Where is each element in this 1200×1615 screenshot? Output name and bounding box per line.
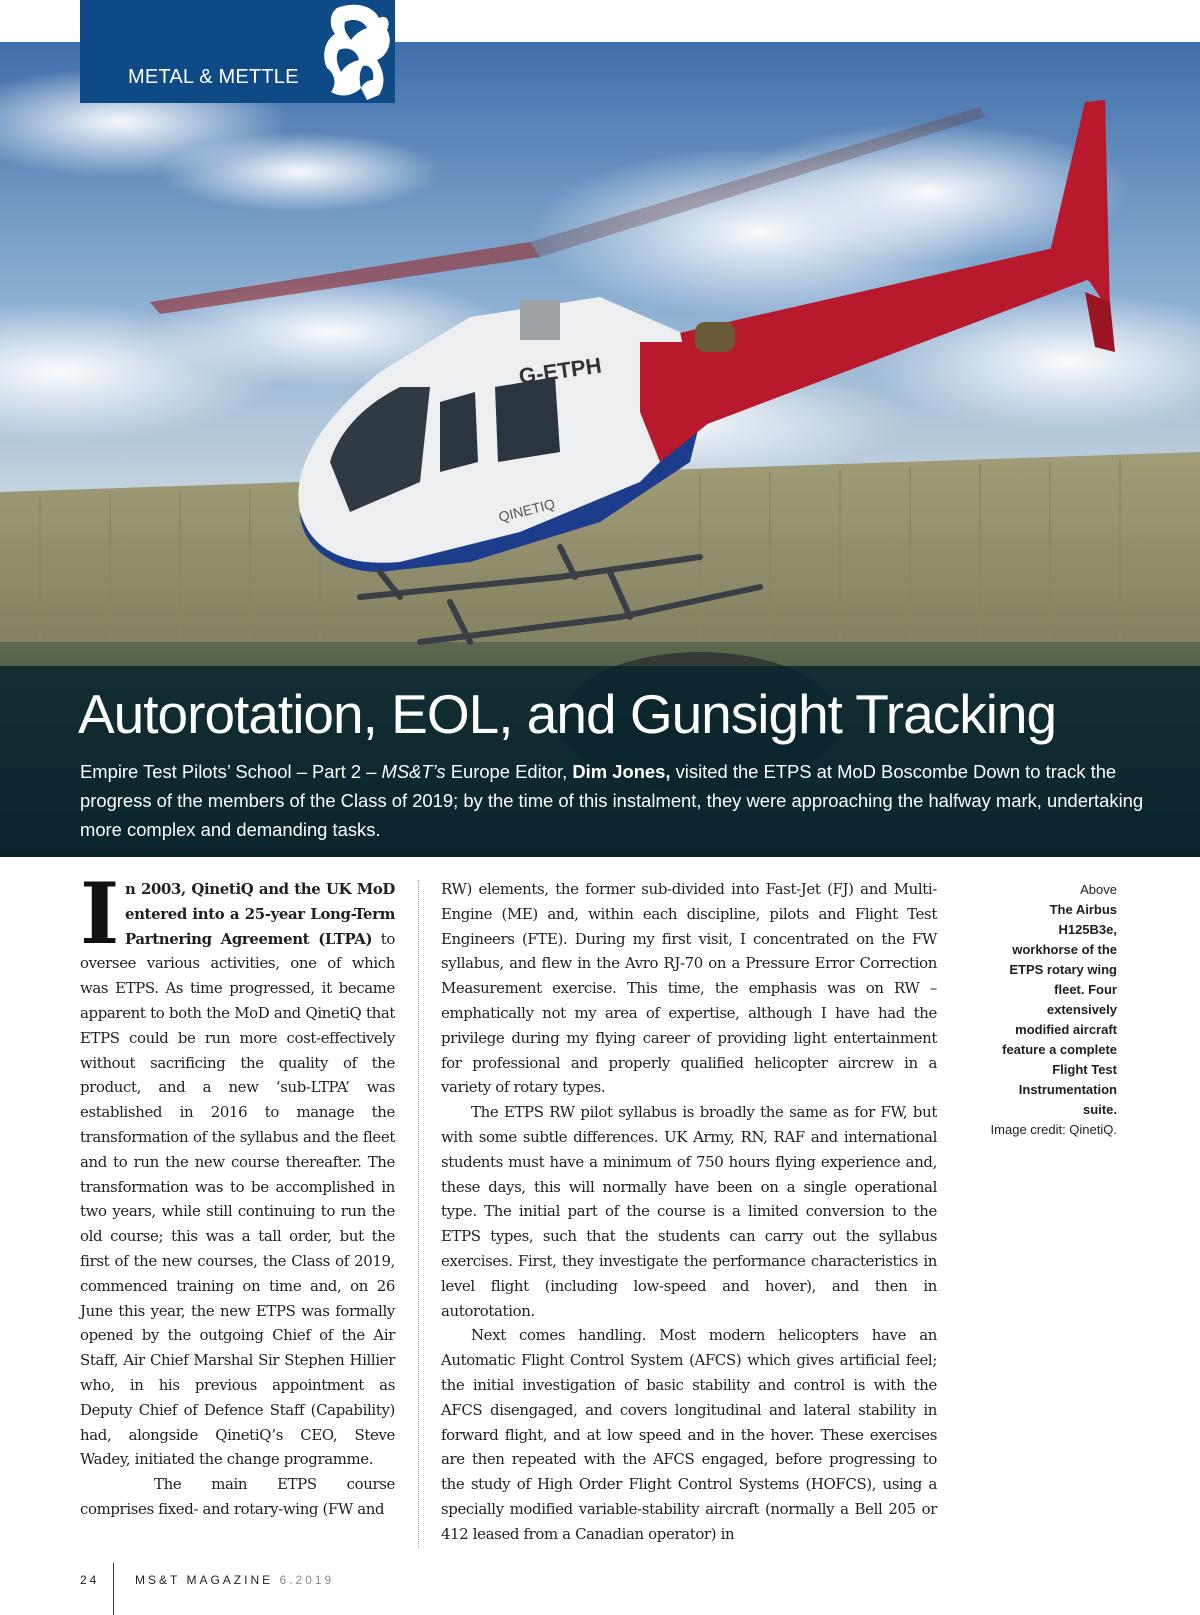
article-paragraph: RW) elements, the former sub-divided into Fast-Jet (FJ) and Multi-Engine (ME) and, within each discipline, pilots and Flight Test Engineers (FTE). During my first visit, I concentrated on the FW syllabus, and flew in the Avro RJ-70 on a Pressure Error Correction Measurement exercise. This time, the emphasis was on RW – emphatically not my area of expertise, although I have had the privilege during my flying career of providing light entertainment for professional and properly qualified helicopter aircrew in a variety of rotary types. bbox=[441, 880, 937, 1097]
drop-cap: I bbox=[80, 864, 119, 963]
article-title: Autorotation, EOL, and Gunsight Tracking bbox=[78, 683, 1057, 745]
magazine-footer bbox=[135, 1573, 334, 1587]
section-tag-label: METAL & METTLE bbox=[128, 66, 299, 88]
article-column-1 bbox=[80, 864, 395, 1522]
standfirst-text: visited the ETPS at MoD Boscombe Down to track the progress of the members of the Class of 2019; by the time of this instalment, they were approaching the halfway mark, undertaking more complex and demanding tasks. bbox=[80, 761, 1144, 840]
livery-logo: QINETIQ bbox=[496, 495, 557, 525]
caption-text: The Airbus H125B3e, workhorse of the ETPS rotary wing fleet. Four extensively modified aircraft feature a complete Flight Test Instrumentation suite. bbox=[1002, 902, 1117, 1117]
article-column-2 bbox=[441, 877, 937, 1547]
article-paragraph: The main ETPS course comprises fixed- and rotary-wing (FW and bbox=[80, 1475, 395, 1518]
photo-caption bbox=[990, 880, 1117, 1140]
issue-date: 6.2019 bbox=[279, 1573, 335, 1587]
magazine-name: MS&T MAGAZINE bbox=[135, 1573, 274, 1587]
standfirst-text: Europe Editor, bbox=[445, 761, 573, 782]
caption-label: Above bbox=[1080, 882, 1117, 897]
standfirst-text: Empire Test Pilots’ School – Part 2 – bbox=[80, 761, 382, 782]
standfirst bbox=[80, 757, 1170, 844]
author-byline: Dim Jones, bbox=[572, 761, 671, 782]
article-paragraph: The ETPS RW pilot syllabus is broadly the same as for FW, but with some subtle differences. UK Army, RN, RAF and international students must have a minimum of 750 hours flying experience and, these days, this will normally have been on a single operational type. The initial part of the course is a limited conversion to the ETPS types, such that the students can carry out the syllabus exercises. First, they investigate the performance characteristics in level flight (including low-speed and hover), and then in autorotation. bbox=[441, 1103, 937, 1320]
footer-divider bbox=[113, 1563, 114, 1615]
section-tag bbox=[80, 0, 395, 103]
paragraph-text: to oversee various activities, one of which was ETPS. As time progressed, it became apparent to both the MoD and QinetiQ that ETPS could be run more cost-effectively without sacrificing the quality of the product, and a new ‘sub-LTPA’ was established in 2016 to manage the transformation of the syllabus and the fleet and to run the new course thereafter. The transformation was to be accomplished in two years, while still continuing to run the old course; this was a tall order, but the first of the new courses, the Class of 2019, commenced training on time and, on 26 June this year, the new ETPS was formally opened by the outgoing Chief of the Air Staff, Air Chief Marshal Sir Stephen Hillier who, in his previous appointment as Deputy Chief of Defence Staff (Capability) had, alongside QinetiQ’s CEO, Steve Wadey, initiated the change programme. bbox=[80, 929, 395, 1469]
publication-name: MS&T’s bbox=[381, 761, 446, 782]
griffin-icon bbox=[317, 0, 395, 103]
lead-in: n 2003, QinetiQ and the UK MoD entered into a 25-year Long-Term Partnering Agreement (LTPA) bbox=[124, 880, 395, 948]
column-divider bbox=[418, 880, 419, 1548]
page-number: 24 bbox=[80, 1573, 100, 1587]
caption-credit: Image credit: QinetiQ. bbox=[990, 1122, 1117, 1137]
article-paragraph bbox=[80, 864, 395, 1472]
article-paragraph: Next comes handling. Most modern helicopters have an Automatic Flight Control System (AFCS) which gives artificial feel; the initial investigation of basic stability and control is with the AFCS disengaged, and covers longitudinal and lateral stability in forward flight, and at low speed and in the hover. These exercises are then repeated with the AFCS engaged, before progressing to the study of High Order Flight Control Systems (HOFCS), using a specially modified variable-stability aircraft (normally a Bell 205 or 412 leased from a Canadian operator) in bbox=[441, 1326, 937, 1543]
registration-label: G-ETPH bbox=[517, 352, 604, 389]
